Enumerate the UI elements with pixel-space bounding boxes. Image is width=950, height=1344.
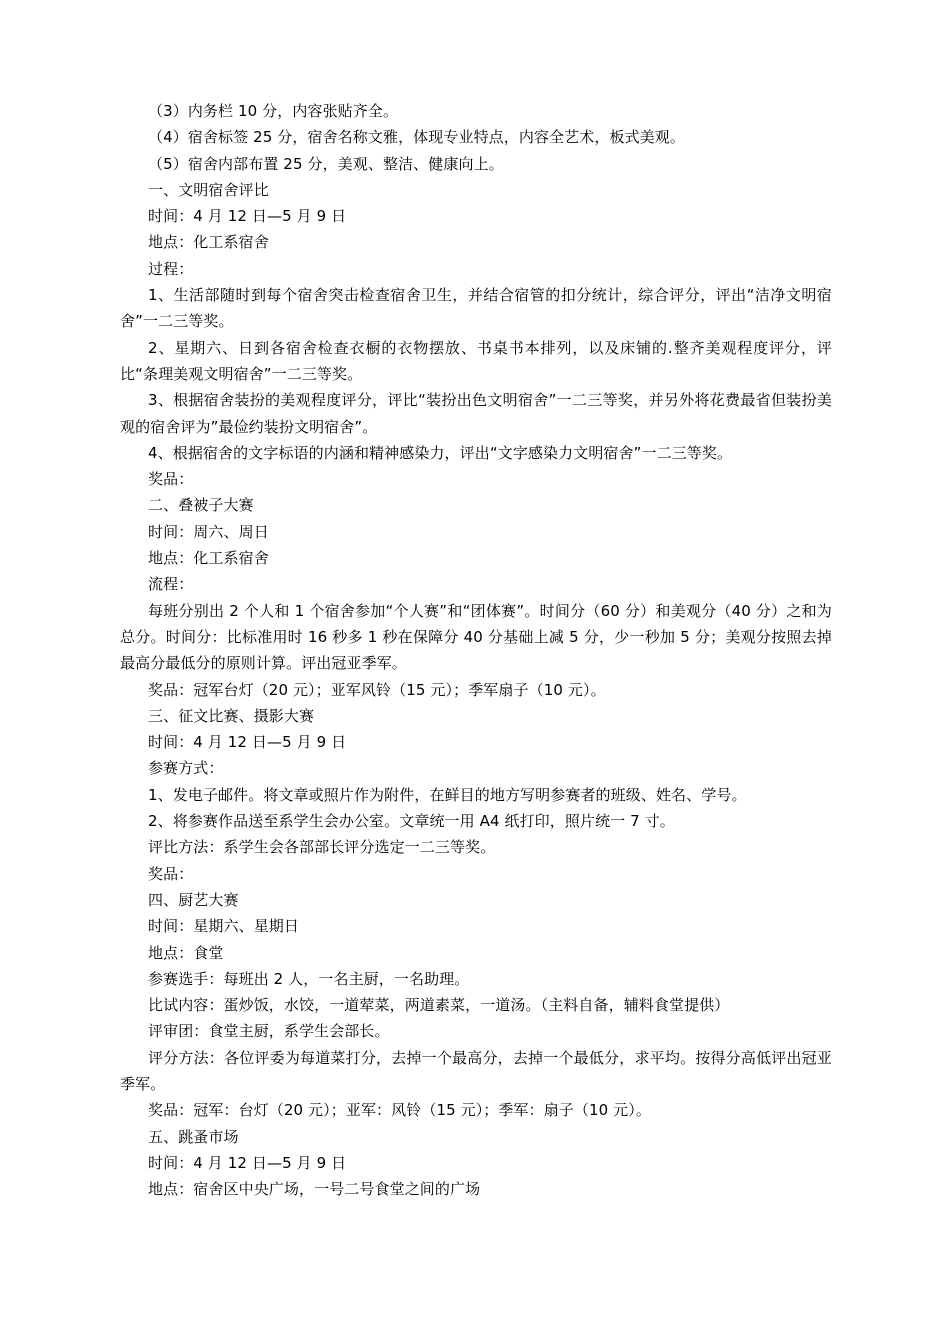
- section-3-method-1: 1、发电子邮件。将文章或照片作为附件，在鲜目的地方写明参赛者的班级、姓名、学号。: [148, 785, 747, 804]
- section-1-time: 时间：4 月 12 日—5 月 9 日: [148, 207, 347, 226]
- section-heading-1: 一、文明宿舍评比: [148, 180, 269, 199]
- section-3-time: 时间：4 月 12 日—5 月 9 日: [148, 733, 347, 752]
- section-5-place: 地点：宿舍区中央广场，一号二号食堂之间的广场: [148, 1180, 481, 1199]
- section-2-rules: 每班分别出 2 个人和 1 个宿舍参加“个人赛”和“团体赛”。时间分（60 分）和美观分（40 分）之和为总分。时间分：比标准用时 16 秒多 1 秒在保障分 40 分基础上减 5 分，少一秒加 5 分；美观分按照去掉最高分最低分的原则计算。评出冠亚季军。: [120, 601, 832, 673]
- section-4-content: 比试内容：蛋炒饭，水饺，一道荤菜，两道素菜，一道汤。（主料自备，辅料食堂提供）: [148, 996, 730, 1015]
- section-3-judging: 评比方法：系学生会各部部长评分选定一二三等奖。: [148, 838, 496, 857]
- section-3-method-2: 2、将参赛作品送至系学生会办公室。文章统一用 A4 纸打印，照片统一 7 寸。: [148, 812, 675, 831]
- section-heading-2: 二、叠被子大赛: [148, 496, 254, 515]
- section-5-time: 时间：4 月 12 日—5 月 9 日: [148, 1153, 347, 1172]
- section-4-judges: 评审团：食堂主厨，系学生会部长。: [148, 1022, 390, 1041]
- section-1-step-4: 4、根据宿舍的文字标语的内涵和精神感染力，评出“文字感染力文明宿舍”一二三等奖。: [148, 443, 733, 462]
- section-1-step-2: 2、星期六、日到各宿舍检查衣橱的衣物摆放、书桌书本排列，以及床铺的.整齐美观程度评分，评比“条理美观文明宿舍”一二三等奖。: [120, 338, 832, 383]
- section-2-place: 地点：化工系宿舍: [148, 549, 269, 568]
- section-1-place: 地点：化工系宿舍: [148, 233, 269, 252]
- paragraph-dorm-item-4: （4）宿舍标签 25 分，宿舍名称文雅，体现专业特点，内容全艺术，板式美观。: [148, 128, 685, 147]
- section-2-flow-label: 流程：: [148, 575, 194, 594]
- section-3-method-label: 参赛方式：: [148, 759, 224, 778]
- section-4-place: 地点：食堂: [148, 943, 224, 962]
- section-4-scoring: 评分方法：各位评委为每道菜打分，去掉一个最高分，去掉一个最低分，求平均。按得分高低评出冠亚季军。: [120, 1048, 832, 1093]
- document-body: [120, 98, 832, 1202]
- section-heading-3: 三、征文比赛、摄影大赛: [148, 706, 315, 725]
- section-2-time: 时间：周六、周日: [148, 522, 269, 541]
- section-1-process-label: 过程：: [148, 259, 194, 278]
- section-heading-5: 五、跳蚤市场: [148, 1127, 239, 1146]
- section-3-prize: 奖品：: [148, 864, 194, 883]
- paragraph-dorm-item-3: （3）内务栏 10 分，内容张贴齐全。: [148, 102, 399, 120]
- section-1-prize: 奖品：: [148, 470, 194, 489]
- section-heading-4: 四、厨艺大赛: [148, 890, 239, 909]
- section-2-prize: 奖品：冠军台灯（20 元）；亚军风铃（15 元）；季军扇子（10 元）。: [148, 680, 606, 699]
- section-1-step-3: 3、根据宿舍装扮的美观程度评分，评比“装扮出色文明宿舍”一二三等奖，并另外将花费最省但装扮美观的宿舍评为”最俭约装扮文明宿舍”。: [120, 391, 832, 436]
- paragraph-dorm-item-5: （5）宿舍内部布置 25 分，美观、整洁、健康向上。: [148, 154, 504, 173]
- section-4-time: 时间：星期六、星期日: [148, 917, 300, 936]
- section-4-prize: 奖品：冠军：台灯（20 元）；亚军：风铃（15 元）；季军：扇子（10 元）。: [148, 1101, 651, 1120]
- section-4-contestants: 参赛选手：每班出 2 人，一名主厨，一名助理。: [148, 969, 470, 988]
- section-1-step-1: 1、生活部随时到每个宿舍突击检查宿舍卫生，并结合宿管的扣分统计，综合评分，评出“洁净文明宿舍”一二三等奖。: [120, 286, 832, 331]
